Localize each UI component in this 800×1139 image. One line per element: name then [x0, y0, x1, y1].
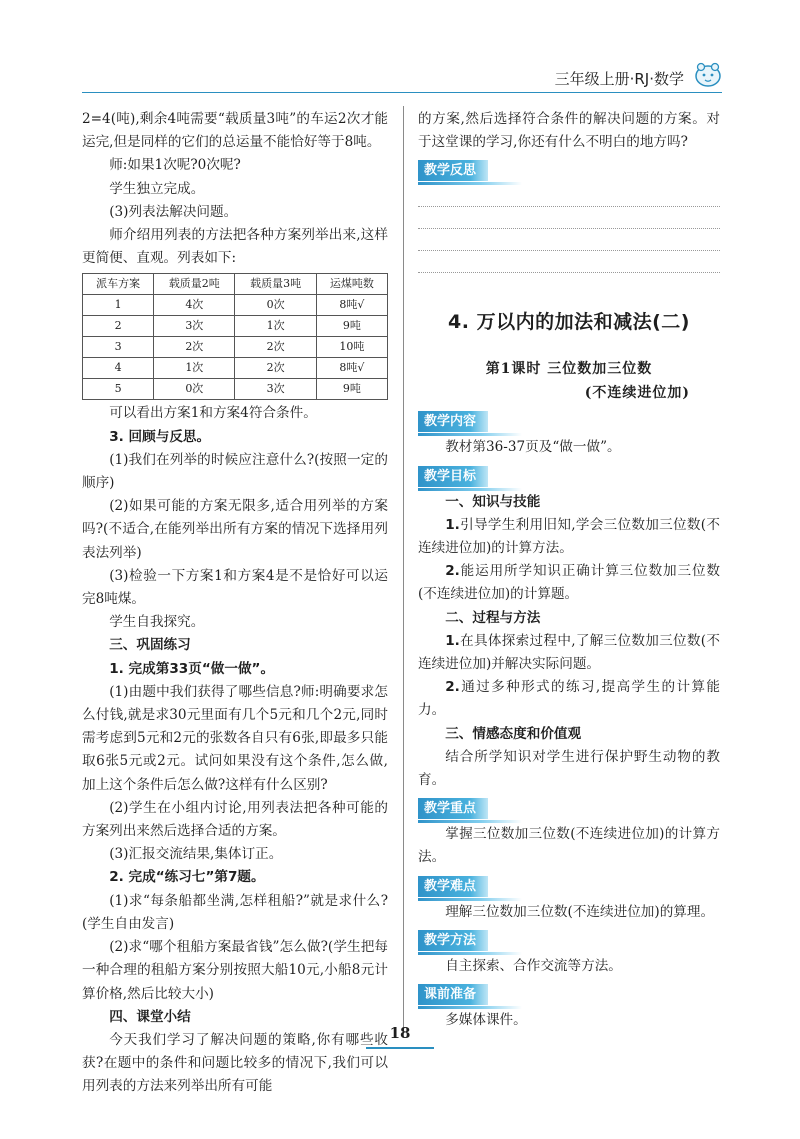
table-cell: 1	[83, 295, 154, 316]
paragraph: (3)检验一下方案1和方案4是不是恰好可以运完8吨煤。	[82, 567, 388, 608]
paragraph: (2)求“哪个租船方案最省钱”怎么做?(学生把每一种合理的租船方案分别按照大船10元,小船8元计算价格,然后比较大小)	[82, 939, 388, 1002]
section-tag-reflection: 教学反思	[418, 160, 488, 181]
table-cell: 9吨	[316, 316, 387, 337]
paragraph	[418, 514, 720, 560]
table-cell: 3	[83, 337, 154, 358]
paragraph: 师介绍用列表的方法把各种方案列举出来,这样更简便、直观。列表如下:	[82, 227, 388, 267]
paragraph: (3)汇报交流结果,集体订正。	[109, 846, 283, 863]
paragraph: (2)如果可能的方案无限多,适合用列举的方案吗?(不适合,在能列举出所有方案的情况下选择用列表法列举)	[82, 498, 388, 561]
table-cell: 3次	[235, 379, 316, 400]
paragraph: 的方案,然后选择符合条件的解决问题的方案。对于这堂课的学习,你还有什么不明白的地方吗?	[418, 111, 720, 151]
table-cell: 1次	[154, 358, 235, 379]
table-header-cell: 派车方案	[83, 274, 154, 295]
item-number: 1.	[445, 632, 460, 649]
paragraph: 教材第36-37页及“做一做”。	[445, 439, 621, 456]
table-cell: 3次	[154, 316, 235, 337]
table-row	[83, 379, 388, 400]
table-cell: 2	[83, 316, 154, 337]
dotted-line	[418, 185, 720, 207]
page-number-underline	[366, 1047, 434, 1049]
paragraph: 今天我们学习了解决问题的策略,你有哪些收获?在题中的条件和问题比较多的情况下,我们可以用列表的方法来列举出所有可能	[82, 1031, 388, 1095]
section-tag-preparation: 课前准备	[418, 984, 488, 1005]
dotted-line	[418, 207, 720, 229]
section-tag-content: 教学内容	[418, 411, 488, 432]
section-tag-goals: 教学目标	[418, 466, 488, 487]
section-heading: 2. 完成“练习七”第7题。	[109, 869, 265, 886]
table-header-cell: 运煤吨数	[316, 274, 387, 295]
header-title: 三年级上册·RJ·数学	[554, 70, 684, 88]
table-cell: 1次	[235, 316, 316, 337]
table-row	[83, 358, 388, 379]
paragraph: (3)列表法解决问题。	[109, 203, 238, 220]
paragraph: (2)学生在小组内讨论,用列表法把各种可能的方案列出来然后选择合适的方案。	[82, 799, 388, 840]
paragraph: 自主探索、合作交流等方法。	[445, 957, 622, 974]
goal-text: 能运用所学知识正确计算三位数加三位数(不连续进位加)的计算题。	[418, 563, 720, 603]
section-tag-methods: 教学方法	[418, 930, 488, 951]
paragraph: 2=4(吨),剩余4吨需要“载质量3吨”的车运2次才能运完,但是同样的它们的总运量不能恰好等于8吨。	[82, 111, 388, 151]
paragraph: 可以看出方案1和方案4符合条件。	[109, 405, 317, 422]
lesson-subtitle: (不连续进位加)	[584, 385, 690, 402]
item-number: 1.	[445, 516, 460, 533]
paragraph: 理解三位数加三位数(不连续进位加)的算理。	[445, 903, 715, 920]
paragraph	[418, 630, 720, 676]
table-cell: 8吨√	[316, 295, 387, 316]
section-heading: 四、课堂小结	[109, 1008, 191, 1025]
section-tag-difficulties: 教学难点	[418, 876, 488, 897]
table-cell: 0次	[235, 295, 316, 316]
table-cell: 2次	[154, 337, 235, 358]
right-column	[418, 108, 720, 1032]
table-cell: 4次	[154, 295, 235, 316]
table-cell: 2次	[235, 337, 316, 358]
dotted-line	[418, 229, 720, 251]
section-tag-key-points: 教学重点	[418, 798, 488, 819]
paragraph: 结合所学知识对学生进行保护野生动物的教育。	[418, 748, 720, 789]
table-cell: 5	[83, 379, 154, 400]
paragraph: 学生自我探究。	[109, 614, 205, 631]
table-header-cell: 载质量2吨	[154, 274, 235, 295]
table-header-cell: 载质量3吨	[235, 274, 316, 295]
header-rule	[82, 92, 722, 93]
goal-heading: 二、过程与方法	[445, 609, 541, 626]
table-cell: 9吨	[316, 379, 387, 400]
paragraph: 师:如果1次呢?0次呢?	[109, 157, 241, 174]
section-heading: 3. 回顾与反思。	[109, 428, 211, 445]
paragraph	[418, 676, 720, 722]
goal-heading: 一、知识与技能	[445, 493, 541, 510]
paragraph: 学生独立完成。	[109, 180, 205, 197]
cartoon-face-icon	[694, 60, 722, 88]
goal-heading: 三、情感态度和价值观	[445, 725, 582, 742]
table-cell: 10吨	[316, 337, 387, 358]
table-row	[83, 295, 388, 316]
item-number: 2.	[445, 563, 460, 580]
page-number: 18	[389, 1024, 411, 1042]
paragraph: (1)求“每条船都坐满,怎样租船?”就是求什么?(学生自由发言)	[82, 892, 388, 932]
table-row	[83, 316, 388, 337]
section-heading: 1. 完成第33页“做一做”。	[109, 660, 275, 677]
paragraph	[418, 560, 720, 606]
goal-text: 引导学生利用旧知,学会三位数加三位数(不连续进位加)的计算方法。	[418, 516, 720, 557]
table-cell: 2次	[235, 358, 316, 379]
table-header-row	[83, 274, 388, 295]
table-cell: 4	[83, 358, 154, 379]
table-cell: 0次	[154, 379, 235, 400]
paragraph: 掌握三位数加三位数(不连续进位加)的计算方法。	[418, 826, 720, 866]
plan-table	[82, 273, 388, 400]
left-column	[82, 108, 388, 1099]
lesson-title: 第1课时 三位数加三位数	[485, 361, 653, 378]
chapter-title: 4. 万以内的加法和减法(二)	[448, 311, 690, 334]
goal-text: 通过多种形式的练习,提高学生的计算能力。	[418, 679, 720, 719]
section-heading: 三、巩固练习	[109, 637, 191, 654]
goal-text: 在具体探索过程中,了解三位数加三位数(不连续进位加)并解决实际问题。	[418, 632, 720, 673]
item-number: 2.	[445, 679, 460, 696]
table-row	[83, 337, 388, 358]
table-cell: 8吨√	[316, 358, 387, 379]
paragraph: (1)我们在列举的时候应注意什么?(按照一定的顺序)	[82, 451, 388, 492]
dotted-line	[418, 251, 720, 273]
paragraph: (1)由题中我们获得了哪些信息?师:明确要求怎么付钱,就是求30元里面有几个5元和几个2元,同时需考虑到5元和2元的张数各自只有6张,即最多只能取6张5元或2元。试问如果没有这个条件,怎么做,加上这个条件后怎么做?这样有什么区别?	[82, 683, 388, 793]
column-divider	[403, 106, 404, 1030]
paragraph: 多媒体课件。	[445, 1012, 527, 1029]
